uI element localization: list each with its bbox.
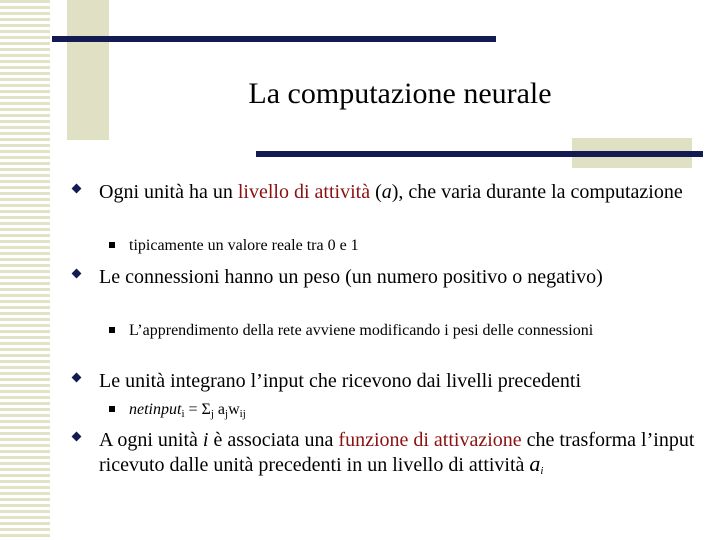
bullet-4: A ogni unità i è associata una funzione di attivazione che trasforma l’input ricevuto dalle unità precedenti in un livello di attività $a_i$ [99, 428, 699, 477]
square-bullet-icon [109, 406, 115, 412]
bottom-rule [256, 151, 703, 157]
diamond-bullet-icon [72, 184, 82, 194]
top-rule [52, 36, 496, 42]
bullet-2: Le connessioni hanno un peso (un numero positivo o negativo) [99, 265, 699, 289]
bullet-3: Le unità integrano l’input che ricevono dai livelli precedenti [99, 369, 699, 393]
highlight-text: funzione di attivazione [338, 429, 522, 451]
diamond-bullet-icon [72, 269, 82, 279]
sub-bullet-3-formula: netinput$_i$ = $\Sigma_j$ $a_jw_{ij}$ [129, 400, 689, 419]
slide-title: La computazione neurale [248, 77, 552, 110]
diamond-bullet-icon [72, 373, 82, 383]
sub-bullet-1: tipicamente un valore reale tra 0 e 1 [129, 236, 689, 255]
highlight-text: livello di attività [237, 181, 371, 203]
sub-bullet-2: L’apprendimento della rete avviene modificando i pesi delle connessioni [129, 321, 689, 340]
diamond-bullet-icon [72, 432, 82, 442]
title-accent-block [67, 0, 109, 140]
square-bullet-icon [109, 327, 115, 333]
square-bullet-icon [109, 242, 115, 248]
left-stripe-decoration [0, 0, 50, 540]
bullet-1: Ogni unità ha un livello di attività (a), che varia durante la computazione [99, 180, 699, 204]
